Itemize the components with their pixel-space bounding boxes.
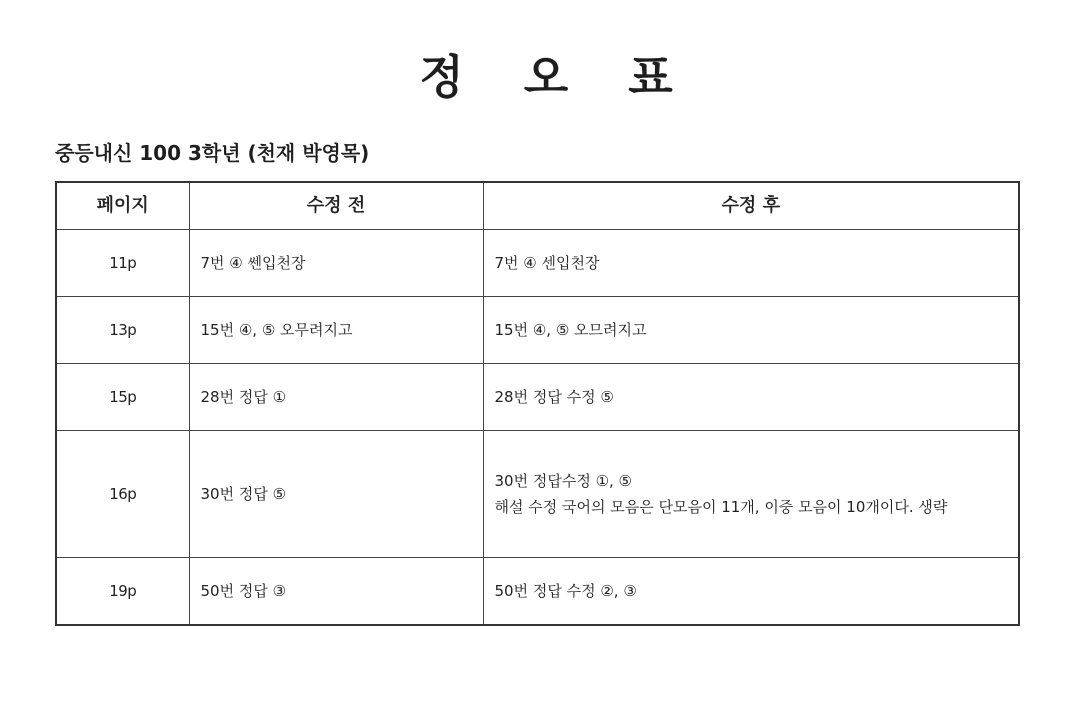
header-before: 수정 전 bbox=[189, 182, 483, 230]
cell-page: 15p bbox=[56, 364, 189, 431]
table-row bbox=[56, 431, 1019, 558]
cell-page: 16p bbox=[56, 431, 189, 558]
cell-after-line: 28번 정답 수정 ⑤ bbox=[494, 388, 614, 406]
cell-after-line: 30번 정답수정 ①, ⑤ bbox=[494, 472, 633, 490]
cell-after-line: 15번 ④, ⑤ 오므려지고 bbox=[494, 321, 647, 339]
cell-after bbox=[483, 558, 1019, 626]
cell-page: 13p bbox=[56, 297, 189, 364]
cell-before: 30번 정답 ⑤ bbox=[189, 431, 483, 558]
table-row bbox=[56, 558, 1019, 626]
cell-after bbox=[483, 364, 1019, 431]
cell-after bbox=[483, 297, 1019, 364]
cell-page: 11p bbox=[56, 230, 189, 297]
cell-after-line: 해설 수정 국어의 모음은 단모음이 11개, 이중 모음이 10개이다. 생략 bbox=[494, 498, 948, 516]
header-page: 페이지 bbox=[56, 182, 189, 230]
cell-before: 7번 ④ 쎈입천장 bbox=[189, 230, 483, 297]
table-row bbox=[56, 364, 1019, 431]
cell-after bbox=[483, 230, 1019, 297]
cell-after-line: 50번 정답 수정 ②, ③ bbox=[494, 582, 637, 600]
cell-page: 19p bbox=[56, 558, 189, 626]
document-subtitle: 중등내신 100 3학년 (천재 박영목) bbox=[55, 141, 370, 165]
table-row bbox=[56, 297, 1019, 364]
cell-before: 50번 정답 ③ bbox=[189, 558, 483, 626]
cell-after-line: 7번 ④ 센입천장 bbox=[494, 254, 600, 272]
cell-after bbox=[483, 431, 1019, 558]
cell-before: 15번 ④, ⑤ 오무려지고 bbox=[189, 297, 483, 364]
table-row bbox=[56, 230, 1019, 297]
header-after: 수정 후 bbox=[483, 182, 1019, 230]
table-header-row bbox=[56, 182, 1019, 230]
errata-table bbox=[55, 181, 1020, 626]
document-title: 정 오 표 bbox=[419, 50, 695, 104]
cell-before: 28번 정답 ① bbox=[189, 364, 483, 431]
